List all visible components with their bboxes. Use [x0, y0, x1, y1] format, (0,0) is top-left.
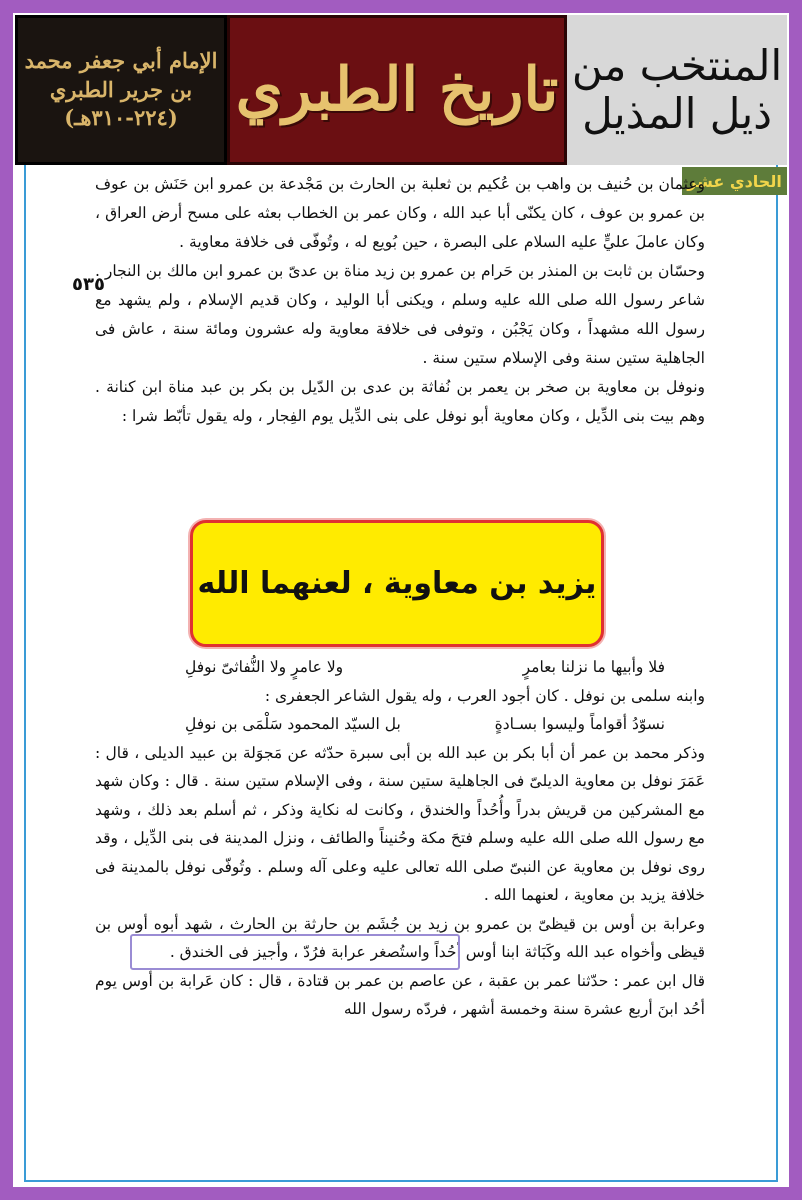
volume-label: الحادي عشر — [682, 167, 787, 195]
author-panel — [15, 15, 227, 165]
author-line: الإمام أبي جعفر محمد — [24, 48, 218, 74]
inline-highlight-frame — [130, 934, 460, 970]
selection-title-line: ذيل المذيل — [582, 89, 772, 138]
verse-hemistich: ولا عامرٍ ولا النُّفاثىّ نوفلِ — [185, 658, 344, 676]
upper-text — [95, 170, 705, 431]
verse-line — [95, 653, 705, 682]
page-number: ٥٣٥ — [72, 274, 105, 295]
author-line: بن جرير الطبري — [49, 76, 193, 102]
paragraph-uthman: وعثمان بن حُنيف بن واهب بن عُكيم بن ثعلبة بن الحارث بن مَجْدعة بن عمرو ابن حَنَش بن عوف بن عمرو بن عوف ، كان يكنّى أبا عبد الله ، وكان عمر بن الخطاب بعثه على مسح أرض العراق ، وكان عاملَ عليٍّ عليه السلام على البصرة ، حين بُويع له ، وتُوفّى فى خلافة معاوية . — [95, 175, 705, 251]
paragraph-waqidi-report: وذكر محمد بن عمر أن أبا بكر بن عبد الله بن أبى سبرة حدّثه عن مَجوَلة بن عبيد الديلى ، قال : عَمَرَ نوفل بن معاوية الديلىّ فى الجاهلية ستين سنة ، وفى الإسلام ستين سنة . قال : وكان شهد مع المشركين من قريش بدراً وأُحُداً والخندق ، وكانت له نكاية وذكر ، ثم أسلم بعد ذلك ، وشهد مع رسول الله صلى الله عليه وسلم فتحَ مكة وحُنيناً والطائف ، ونزل المدينة فى بنى الدِّيل ، وقد روى نوفل بن معاوية عن النبىّ صلى الله تعالى عليه وعلى آله وسلم . وتُوفّى نوفل بالمدينة فى خلافة يزيد بن معاوية ، لعنهما الله . — [95, 743, 705, 904]
book-title-panel — [227, 15, 567, 165]
book-header — [15, 15, 787, 165]
book-title: تاريخ الطبري — [235, 55, 559, 125]
paragraph-ibn-umar: قال ابن عمر : حدّثنا عمر بن عقبة ، عن عاصم بن عمر بن قتادة ، قال : كان عَرابة بن أوس يوم أحُد ابنَ أربع عشرة سنة وخمسة أشهر ، فردّه رسول الله — [95, 971, 705, 1018]
paragraph-hassan: وحسّان بن ثابت بن المنذر بن حَرام بن عمرو بن زيد مناة بن عدىّ بن عمرو ابن مالك بن النجار . شاعر رسول الله صلى الله عليه وسلم ، ويكنى أبا الوليد ، وكان قديم الإسلام ، ولم يشهد مع رسول الله مشهداً ، وكان يَجْبُن ، وتوفى فى خلافة معاوية وله عشرون ومائة سنة ، عاش فى الجاهلية ستين سنة وفى الإسلام ستين سنة . — [95, 262, 705, 367]
selection-panel — [567, 15, 787, 165]
paragraph-salma: وابنه سلمى بن نوفل . كان أجود العرب ، وله يقول الشاعر الجعفرى : — [264, 686, 705, 705]
selection-title-line: المنتخب من — [571, 40, 783, 90]
author-dates: (٢٢٤-٣١٠هـ) — [64, 105, 178, 131]
paragraph-nawfal-intro: ونوفل بن معاوية بن صخر بن يعمر بن نُفاثة بن عدى بن الدّيل بن بكر بن عبد مناة ابن كنانة . وهم بيت بنى الدِّيل ، وكان معاوية أبو نوفل على بنى الدِّيل يوم الفِجار ، وله يقول تأبّط شرا : — [95, 378, 705, 425]
highlight-text: يزيد بن معاوية ، لعنهما الله — [197, 566, 597, 601]
verse-hemistich: فلا وأبيها ما نزلنا بعامرٍ — [522, 658, 665, 676]
verse-line — [95, 710, 705, 739]
paragraph-arabah: وعرابة بن أوس بن قيظىّ بن عمرو بن زيد بن جُشَم بن حارثة بن الحارث ، شهد أبوه أوس بن قيظى وأخواه عبد الله وكَبَاثة ابنا أوس أحُداً واستُصغر عرابة فرُدّ ، وأجيز فى الخندق . — [95, 914, 705, 961]
verse-hemistich: بل السيّد المحمود سَلْمَى بن نوفلِ — [185, 715, 401, 733]
verse-hemistich: نسوّدُ أقواماً وليسوا بسـادةٍ — [494, 715, 665, 733]
highlight-callout — [190, 520, 604, 647]
